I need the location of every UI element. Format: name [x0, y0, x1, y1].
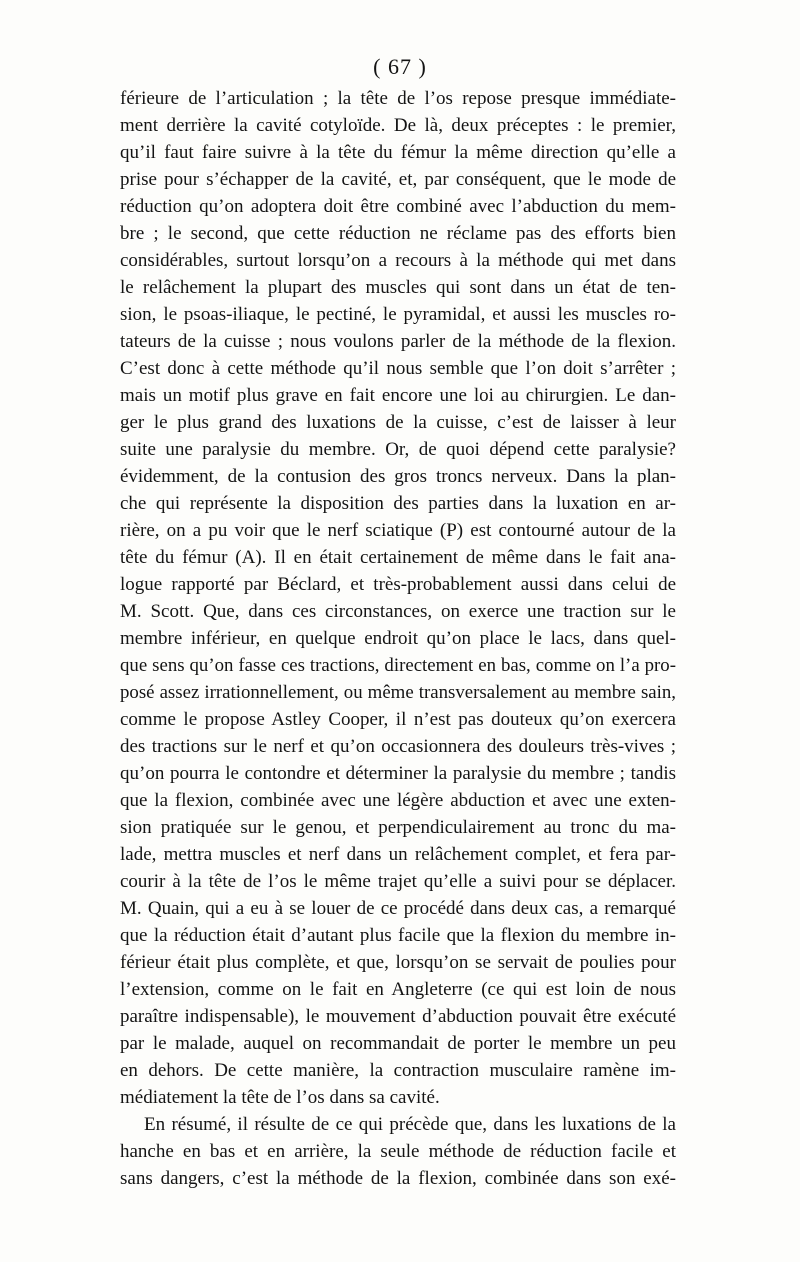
text-line: prise pour s’échapper de la cavité, et, par conséquent, que le mode de: [120, 169, 676, 190]
text-line: mais un motif plus grave en fait encore une loi au chirurgien. Le dan-: [120, 385, 676, 406]
text-line: férieure de l’articulation ; la tête de l’os repose presque immédiate-: [120, 88, 676, 109]
text-line: qu’il faut faire suivre à la tête du fémur la même direction qu’elle a: [120, 142, 676, 163]
text-line: lade, mettra muscles et nerf dans un relâchement complet, et fera par-: [120, 844, 676, 865]
text-line: que la réduction était d’autant plus facile que la flexion du membre in-: [120, 925, 676, 946]
text-line: ment derrière la cavité cotyloïde. De là, deux préceptes : le premier,: [120, 115, 676, 136]
text-line: posé assez irrationnellement, ou même transversalement au membre sain,: [120, 682, 676, 703]
text-line: En résumé, il résulte de ce qui précède que, dans les luxations de la: [144, 1114, 676, 1135]
text-line: médiatement la tête de l’os dans sa cavité.: [120, 1087, 440, 1108]
text-line: tête du fémur (A). Il en était certainement de même dans le fait ana-: [120, 547, 676, 568]
text-line: bre ; le second, que cette réduction ne réclame pas des efforts bien: [120, 223, 676, 244]
page-number: ( 67 ): [373, 54, 427, 79]
text-line: par le malade, auquel on recommandait de porter le membre un peu: [120, 1033, 676, 1054]
text-line: considérables, surtout lorsqu’on a recours à la méthode qui met dans: [120, 250, 676, 271]
body-text: [120, 85, 676, 1192]
text-line: évidemment, de la contusion des gros troncs nerveux. Dans la plan-: [120, 466, 676, 487]
text-line: C’est donc à cette méthode qu’il nous semble que l’on doit s’arrêter ;: [120, 358, 676, 379]
text-line: rière, on a pu voir que le nerf sciatique (P) est contourné autour de la: [120, 520, 676, 541]
text-line: tateurs de la cuisse ; nous voulons parler de la méthode de la flexion.: [120, 331, 676, 352]
text-line: sans dangers, c’est la méthode de la flexion, combinée dans son exé-: [120, 1168, 676, 1189]
text-line: réduction qu’on adoptera doit être combiné avec l’abduction du mem-: [120, 196, 676, 217]
text-line: logue rapporté par Béclard, et très-probablement aussi dans celui de: [120, 574, 676, 595]
text-line: que sens qu’on fasse ces tractions, directement en bas, comme on l’a pro-: [120, 655, 676, 676]
text-line: M. Scott. Que, dans ces circonstances, on exerce une traction sur le: [120, 601, 676, 622]
text-line: qu’on pourra le contondre et déterminer la paralysie du membre ; tandis: [120, 763, 676, 784]
text-line: sion, le psoas-iliaque, le pectiné, le pyramidal, et aussi les muscles ro-: [120, 304, 676, 325]
text-line: suite une paralysie du membre. Or, de quoi dépend cette paralysie?: [120, 439, 676, 460]
text-line: que la flexion, combinée avec une légère abduction et avec une exten-: [120, 790, 676, 811]
text-line: ger le plus grand des luxations de la cuisse, c’est de laisser à leur: [120, 412, 676, 433]
text-line: des tractions sur le nerf et qu’on occasionnera des douleurs très-vives ;: [120, 736, 676, 757]
text-line: courir à la tête de l’os le même trajet qu’elle a suivi pour se déplacer.: [120, 871, 676, 892]
text-line: l’extension, comme on le fait en Angleterre (ce qui est loin de nous: [120, 979, 676, 1000]
text-line: M. Quain, qui a eu à se louer de ce procédé dans deux cas, a remarqué: [120, 898, 676, 919]
text-line: en dehors. De cette manière, la contraction musculaire ramène im-: [120, 1060, 676, 1081]
text-line: férieur était plus complète, et que, lorsqu’on se servait de poulies pour: [120, 952, 676, 973]
text-line: sion pratiquée sur le genou, et perpendiculairement au tronc du ma-: [120, 817, 676, 838]
text-line: comme le propose Astley Cooper, il n’est pas douteux qu’on exercera: [120, 709, 676, 730]
text-line: membre inférieur, en quelque endroit qu’on place le lacs, dans quel-: [120, 628, 676, 649]
text-line: che qui représente la disposition des parties dans la luxation en ar-: [120, 493, 676, 514]
text-line: hanche en bas et en arrière, la seule méthode de réduction facile et: [120, 1141, 676, 1162]
text-line: le relâchement la plupart des muscles qui sont dans un état de ten-: [120, 277, 676, 298]
text-line: paraître indispensable), le mouvement d’abduction pouvait être exécuté: [120, 1006, 676, 1027]
